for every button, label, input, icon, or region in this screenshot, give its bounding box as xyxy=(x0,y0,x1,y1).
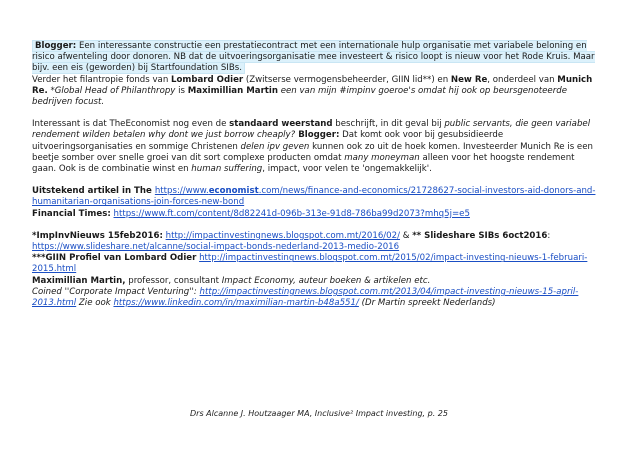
text: , impact, voor velen te 'ongemakkelijk'. xyxy=(262,164,432,175)
paragraph-lombard-odier xyxy=(32,75,598,109)
link-text: http://impactinvestingnews.blogspot.com.mt/2013/04/impact-investing-nieuws-15-april-2013.html xyxy=(32,286,579,309)
italic-text: een van mijn #impinv goeroe's omdat hij ook op beursgenoteerde bedrijven focust. xyxy=(32,85,567,108)
italic-text: Coined ''Corporate Impact Venturing'': xyxy=(32,286,200,297)
spacer xyxy=(32,108,598,119)
giin-profile-link[interactable]: http://impactinvestingnews.blogspot.com.mt/2015/02/impact-investing-nieuws-1-februari-2015.html xyxy=(32,253,588,275)
page-footer: Drs Alcanne J. Houtzaager MA, Inclusive² Impact investing, p. 25 xyxy=(190,409,448,418)
spacer xyxy=(32,220,598,231)
paragraph-economist-summary xyxy=(32,119,598,175)
link-text: https://www. xyxy=(154,186,209,197)
bold-text: Maximillian Martin xyxy=(187,85,278,96)
text: beschrijft, in dit geval bij xyxy=(332,119,445,130)
text: Verder het filantropie fonds van xyxy=(32,74,171,85)
ft-link[interactable]: https://www.ft.com/content/8d82241d-096b-313e-91d8-786ba99d2073?mhq5j=e5 xyxy=(113,208,470,219)
document-body xyxy=(32,41,598,309)
text: alleen voor het hoogste rendement gaan. Ook is de combinatie winst en xyxy=(32,152,575,175)
spacer xyxy=(32,175,598,186)
italic-text: Impact Economy, auteur boeken & artikelen etc. xyxy=(221,275,431,286)
bold-text: Munich Re. xyxy=(32,74,593,96)
italic-text: human suffering xyxy=(191,164,263,175)
blogger-label: Blogger: xyxy=(35,41,77,51)
text: Dat komt ook voor bij gesubsidieerde uitvoeringsorganisaties en sommige Christenen xyxy=(32,130,504,152)
text: : xyxy=(547,230,551,241)
bold-text: ***GIIN Profiel van Lombard Odier xyxy=(32,253,197,264)
highlighted-note xyxy=(32,40,595,74)
link-text-bold: economist xyxy=(208,186,259,197)
paragraph-blogger-note xyxy=(32,41,598,75)
italic-text: public servants, die geen variabel rendement wilden betalen why dont we just borrow cheaply? xyxy=(32,119,591,141)
bold-text: Blogger: xyxy=(295,130,340,141)
paragraph-references xyxy=(32,231,598,309)
italic-text: (Dr Martin spreekt Nederlands) xyxy=(358,298,496,309)
italic-text: delen ipv geven xyxy=(240,141,310,152)
bold-text: standaard weerstand xyxy=(229,119,333,130)
text: * xyxy=(47,85,55,96)
italic-text: many moneyman xyxy=(344,152,420,163)
linkedin-link[interactable] xyxy=(113,298,358,308)
bold-text: New Re xyxy=(450,74,488,85)
text: Interessant is dat TheEconomist nog even de xyxy=(32,119,230,130)
text: is xyxy=(175,85,188,96)
bold-text: ** Slideshare SIBs 6oct2016 xyxy=(412,230,548,241)
text: (Zwitserse vermogensbeheerder, GIIN lid**) en xyxy=(243,74,451,85)
bold-text: *ImpInvNieuws 15feb2016: xyxy=(32,230,163,241)
link-text: https://www.linkedin.com/in/maximilian-martin-b48a551/ xyxy=(113,298,359,309)
blogger-note-text: Een interessante constructie een prestatiecontract met een internationale hulp organisatie met variabele beloning en risico afwenteling door donoren. NB dat de uitvoeringsorganisatie mee investeert & risico loopt is nieuw voor het Rode Kruis. Maar bijv. een eis (geworden) bij Startfoundation SIBs. xyxy=(32,41,595,74)
bold-text: Maximillian Martin, xyxy=(32,275,126,286)
impinv-news-link[interactable]: http://impactinvestingnews.blogspot.com.mt/2016/02/ xyxy=(165,230,401,241)
text: kunnen ook zo uit de hoek komen. Investeerder Munich Re is een beetje somber over snelle groei van dit sort complexe producten omdat xyxy=(32,141,593,163)
bold-text: Uitstekend artikel in The xyxy=(32,186,155,197)
paragraph-articles xyxy=(32,186,598,220)
italic-text: Global Head of Philanthropy xyxy=(54,85,176,96)
slideshare-link[interactable]: https://www.slideshare.net/alcanne/social-impact-bonds-nederland-2013-medio-2016 xyxy=(32,242,400,253)
bold-text: Lombard Odier xyxy=(171,74,244,85)
bold-text: Financial Times: xyxy=(32,208,111,219)
text: , onderdeel van xyxy=(487,74,558,85)
text: & xyxy=(400,230,413,241)
text: professor, consultant xyxy=(125,275,222,286)
link-text: .com/news/finance-and-economics/21728627-social-investors-aid-donors-and-humanitarian-organisations-join-forces-new-bond xyxy=(32,186,596,208)
italic-text: Zie ook xyxy=(76,298,114,309)
